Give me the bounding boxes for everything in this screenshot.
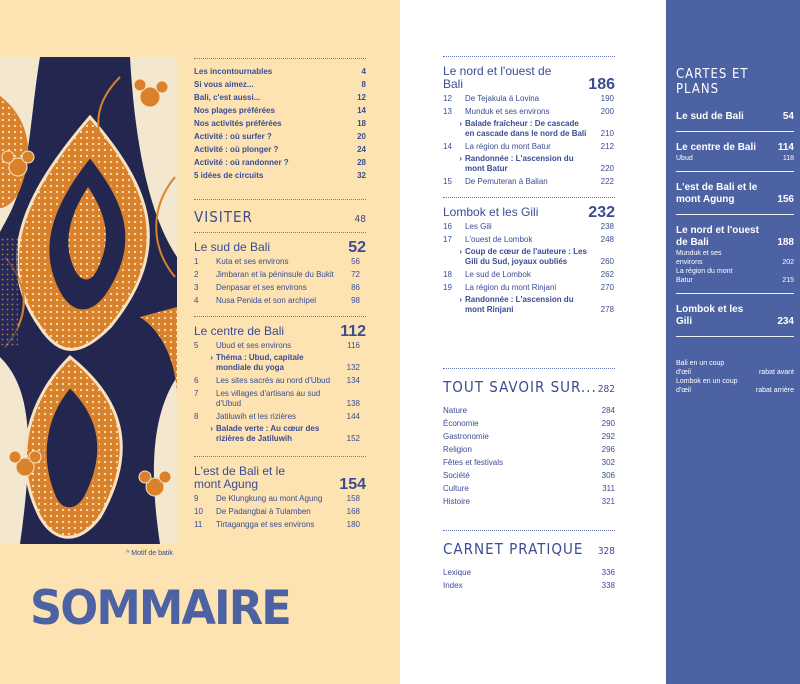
chapter-entry[interactable] xyxy=(194,389,366,409)
entry-text: Coup de cœur de l'auteure : Les Gili du Sud, joyaux oubliés xyxy=(465,247,587,266)
toc-link-item[interactable] xyxy=(194,91,366,104)
sub-entry[interactable] xyxy=(443,119,615,139)
top-links-list xyxy=(194,58,366,182)
chapter-entry[interactable] xyxy=(194,376,366,386)
chapter-number: 4 xyxy=(194,296,199,305)
toc-link-item[interactable] xyxy=(194,130,366,143)
divider xyxy=(676,293,794,294)
toc-link-page: 4 xyxy=(361,67,366,76)
chapter-number: 17 xyxy=(443,235,452,244)
map-block[interactable] xyxy=(676,304,794,337)
toc-link-page: 8 xyxy=(361,80,366,89)
entry-page: 168 xyxy=(346,507,360,516)
chapter-number: 15 xyxy=(443,177,452,186)
entry-text: Munduk et ses environs xyxy=(465,107,550,116)
toc-link-page: 24 xyxy=(357,145,366,154)
entry-page: 222 xyxy=(600,177,614,186)
toc-link-item[interactable] xyxy=(194,104,366,117)
entry-text: Le sud de Lombok xyxy=(465,270,531,279)
chevron-right-icon: › xyxy=(210,424,213,433)
list-item-page: 290 xyxy=(601,419,615,428)
toc-link-page: 20 xyxy=(357,132,366,141)
entry-text: De Pemuteran à Balian xyxy=(465,177,548,186)
chevron-right-icon: › xyxy=(459,247,462,256)
chapter-number: 18 xyxy=(443,270,452,279)
chevron-right-icon: › xyxy=(210,353,213,362)
section-page: 154 xyxy=(339,476,366,493)
divider xyxy=(676,336,794,337)
entry-page: 278 xyxy=(600,305,614,314)
entry-page: 98 xyxy=(351,296,360,305)
toc-link-label: Bali, c'est aussi... xyxy=(194,93,261,102)
tout-savoir-heading: TOUT SAVOIR SUR... xyxy=(443,378,597,396)
entry-page: 134 xyxy=(346,376,360,385)
list-item[interactable] xyxy=(443,404,615,417)
chapter-entry[interactable] xyxy=(443,270,615,280)
section-title: Le sud de Bali xyxy=(194,240,271,254)
toc-link-item[interactable] xyxy=(194,117,366,130)
chapter-entry[interactable] xyxy=(443,142,615,152)
entry-text: Jatiluwih et les rizières xyxy=(216,412,297,421)
sub-entry[interactable] xyxy=(194,424,366,444)
divider xyxy=(194,232,366,233)
chapter-entry[interactable] xyxy=(194,296,366,306)
map-title: L'est de Bali et le mont Agung xyxy=(676,182,758,205)
map-sub-page: 118 xyxy=(782,155,794,162)
chapter-entry[interactable] xyxy=(194,270,366,280)
entry-page: 72 xyxy=(351,270,360,279)
image-caption: ^ Motif de batik xyxy=(126,550,173,557)
entry-page: 56 xyxy=(351,257,360,266)
entry-text: Balade fraîcheur : De cascade en cascade dans le nord de Bali xyxy=(465,119,587,138)
list-item-page: 284 xyxy=(601,406,615,415)
map-page: 234 xyxy=(777,316,794,327)
map-block[interactable] xyxy=(676,111,794,132)
map-title: Le centre de Bali xyxy=(676,142,757,153)
entry-page: 144 xyxy=(346,412,360,421)
list-item-page: 296 xyxy=(601,445,615,454)
chapter-entry[interactable] xyxy=(194,257,366,267)
toc-section xyxy=(194,316,366,444)
map-sub-row xyxy=(676,249,794,267)
chapter-number: 19 xyxy=(443,283,452,292)
map-block[interactable] xyxy=(676,225,794,294)
list-item-label: Société xyxy=(443,471,470,480)
chevron-right-icon: › xyxy=(459,154,462,163)
toc-link-page: 32 xyxy=(357,171,366,180)
section-page: 52 xyxy=(348,239,366,256)
entry-text: Randonnée : L'ascension du mont Rinjani xyxy=(465,295,574,314)
legend-item[interactable] xyxy=(676,359,794,377)
toc-section xyxy=(194,456,366,530)
entry-text: Kuta et ses environs xyxy=(216,257,289,266)
map-title: Lombok et les Gili xyxy=(676,304,744,327)
entry-page: 270 xyxy=(600,283,614,292)
entry-page: 158 xyxy=(346,494,360,503)
entry-page: 200 xyxy=(600,107,614,116)
sub-entry[interactable] xyxy=(443,295,615,315)
entry-text: La région du mont Rinjani xyxy=(465,283,557,292)
chapter-number: 5 xyxy=(194,341,199,350)
toc-link-item[interactable] xyxy=(194,169,366,182)
chapter-entry[interactable] xyxy=(194,412,366,422)
toc-link-label: Activité : où randonner ? xyxy=(194,158,289,167)
toc-section xyxy=(194,232,366,306)
toc-link-item[interactable] xyxy=(194,156,366,169)
chapter-number: 1 xyxy=(194,257,199,266)
toc-link-item[interactable] xyxy=(194,65,366,78)
chapter-number: 16 xyxy=(443,222,452,231)
entry-text: La région du mont Batur xyxy=(465,142,551,151)
visiter-heading: VISITER xyxy=(194,208,253,226)
list-item[interactable] xyxy=(443,566,615,579)
carnet-page: 328 xyxy=(597,546,615,557)
map-page: 188 xyxy=(777,237,794,248)
entry-text: Denpasar et ses environs xyxy=(216,283,307,292)
toc-link-item[interactable] xyxy=(194,143,366,156)
entry-page: 220 xyxy=(600,164,614,173)
map-sub-page: 202 xyxy=(782,259,794,266)
chevron-right-icon: › xyxy=(459,119,462,128)
chapter-entry[interactable] xyxy=(194,507,366,517)
entry-text: De Tejakula à Lovina xyxy=(465,94,540,103)
entry-page: 180 xyxy=(346,520,360,529)
list-item-page: 306 xyxy=(601,471,615,480)
chapter-entry[interactable] xyxy=(443,235,615,245)
divider xyxy=(443,530,615,531)
divider xyxy=(194,316,366,317)
divider xyxy=(194,58,366,59)
section-title: L'est de Bali et le mont Agung xyxy=(194,464,286,491)
list-item[interactable] xyxy=(443,469,615,482)
toc-link-page: 18 xyxy=(357,119,366,128)
map-sub-label: Munduk et ses environs xyxy=(676,250,722,266)
entry-text: Nusa Penida et son archipel xyxy=(216,296,317,305)
divider xyxy=(443,56,615,57)
entry-text: Balade verte : Au cœur des rizières de Jatiluwih xyxy=(216,424,320,443)
legend-label: Lombok en un coup d'œil xyxy=(676,378,738,394)
carnet-heading: CARNET PRATIQUE xyxy=(443,540,584,558)
map-title-row xyxy=(676,182,794,206)
toc-link-label: Activité : où surfer ? xyxy=(194,132,272,141)
cartes-block xyxy=(676,67,794,395)
section-title: Le nord et l'ouest de Bali xyxy=(443,64,552,91)
chapter-number: 2 xyxy=(194,270,199,279)
chapter-entry[interactable] xyxy=(443,107,615,117)
map-page: 114 xyxy=(777,142,794,153)
toc-link-label: Activité : où plonger ? xyxy=(194,145,279,154)
map-title-row xyxy=(676,304,794,328)
list-item-page: 302 xyxy=(601,458,615,467)
section-title-row[interactable] xyxy=(194,325,366,338)
chapter-entry[interactable] xyxy=(194,341,366,351)
list-item-page: 311 xyxy=(602,484,615,493)
list-item-label: Nature xyxy=(443,406,468,415)
visiter-page: 48 xyxy=(354,214,366,225)
toc-link-label: Si vous aimez... xyxy=(194,80,254,89)
list-item[interactable] xyxy=(443,495,615,508)
list-item[interactable] xyxy=(443,579,615,592)
toc-link-page: 28 xyxy=(357,158,366,167)
entry-page: 238 xyxy=(600,222,614,231)
chapter-entry[interactable] xyxy=(443,177,615,187)
divider xyxy=(676,171,794,172)
entry-page: 248 xyxy=(600,235,614,244)
map-title: Le sud de Bali xyxy=(676,111,744,122)
list-item-label: Culture xyxy=(443,484,469,493)
list-item-label: Histoire xyxy=(443,497,471,506)
chapter-number: 14 xyxy=(443,142,452,151)
entry-page: 210 xyxy=(600,129,614,138)
toc-link-page: 12 xyxy=(357,93,366,102)
entry-page: 190 xyxy=(600,94,614,103)
divider xyxy=(443,197,615,198)
section-page: 232 xyxy=(588,204,615,221)
entry-text: L'ouest de Lombok xyxy=(465,235,533,244)
list-item-label: Lexique xyxy=(443,568,472,577)
list-item-page: 338 xyxy=(601,581,615,590)
list-item-page: 292 xyxy=(601,432,615,441)
legend-label: Bali en un coup d'œil xyxy=(676,360,725,376)
chapter-number: 10 xyxy=(194,507,203,516)
chapter-number: 13 xyxy=(443,107,452,116)
map-page: 54 xyxy=(782,111,794,122)
entry-text: Jimbaran et la péninsule du Bukit xyxy=(216,270,334,279)
map-page: 156 xyxy=(777,194,794,205)
section-title: Lombok et les Gili xyxy=(443,205,539,219)
map-block[interactable] xyxy=(676,142,794,172)
toc-link-label: Nos plages préférées xyxy=(194,106,275,115)
toc-section xyxy=(443,197,615,315)
sub-entry[interactable] xyxy=(443,247,615,267)
map-sub-row xyxy=(676,267,794,285)
carnet-block xyxy=(443,530,615,592)
page-title: SOMMAIRE xyxy=(30,581,290,636)
divider xyxy=(194,199,366,200)
visiter-block xyxy=(194,199,366,226)
entry-text: De Padangbai à Tulamben xyxy=(216,507,311,516)
section-page: 186 xyxy=(588,76,615,93)
divider xyxy=(676,131,794,132)
map-title: Le nord et l'ouest de Bali xyxy=(676,225,759,248)
entry-page: 132 xyxy=(346,363,360,372)
chapter-number: 7 xyxy=(194,389,199,398)
toc-link-label: Les incontournables xyxy=(194,67,273,76)
chapter-number: 11 xyxy=(194,520,203,529)
list-item-label: Religion xyxy=(443,445,472,454)
entry-page: 86 xyxy=(351,283,360,292)
entry-page: 262 xyxy=(600,270,614,279)
entry-text: De Klungkung au mont Agung xyxy=(216,494,323,503)
toc-section xyxy=(443,56,615,187)
sub-entry[interactable] xyxy=(194,353,366,373)
entry-text: Tirtagangga et ses environs xyxy=(216,520,315,529)
left-sections xyxy=(194,232,366,530)
chapter-number: 6 xyxy=(194,376,199,385)
caret-up-icon: ^ xyxy=(126,550,130,557)
map-sub-label: Ubud xyxy=(676,155,693,162)
mid-sections xyxy=(443,56,615,315)
entry-text: Les sites sacrés au nord d'Ubud xyxy=(216,376,331,385)
section-title-row[interactable] xyxy=(443,65,615,91)
chapter-entry[interactable] xyxy=(194,494,366,504)
list-item-label: Économie xyxy=(443,419,479,428)
section-title-row[interactable] xyxy=(194,241,366,254)
entry-page: 260 xyxy=(600,257,614,266)
map-title-row xyxy=(676,111,794,123)
toc-link-label: 5 idées de circuits xyxy=(194,171,264,180)
entry-page: 138 xyxy=(346,399,360,408)
tout-savoir-block xyxy=(443,368,615,508)
cartes-heading: CARTES ET PLANS xyxy=(676,67,749,97)
section-page: 112 xyxy=(340,323,366,340)
list-item-page: 321 xyxy=(601,497,615,506)
map-sub-row xyxy=(676,154,794,163)
chapter-entry[interactable] xyxy=(443,222,615,232)
chapter-number: 12 xyxy=(443,94,452,103)
legend-item[interactable] xyxy=(676,377,794,395)
toc-link-page: 14 xyxy=(357,106,366,115)
entry-text: Théma : Ubud, capitale mondiale du yoga xyxy=(216,353,304,372)
list-item-label: Fêtes et festivals xyxy=(443,458,504,467)
entry-text: Randonnée : L'ascension du mont Batur xyxy=(465,154,574,173)
list-item-page: 336 xyxy=(601,568,615,577)
divider xyxy=(443,368,615,369)
chapter-entry[interactable] xyxy=(443,283,615,293)
chapter-number: 8 xyxy=(194,412,199,421)
map-title-row xyxy=(676,225,794,249)
tout-savoir-page: 282 xyxy=(597,384,615,395)
list-item[interactable] xyxy=(443,417,615,430)
entry-page: 212 xyxy=(600,142,614,151)
legend-page: rabat avant xyxy=(758,369,794,376)
list-item[interactable] xyxy=(443,443,615,456)
section-title-row[interactable] xyxy=(443,206,615,219)
list-item[interactable] xyxy=(443,482,615,495)
list-item-label: Gastronomie xyxy=(443,432,489,441)
section-title-row[interactable] xyxy=(194,465,366,491)
entry-page: 152 xyxy=(346,434,360,443)
list-item-label: Index xyxy=(443,581,463,590)
entry-text: Les villages d'artisans au sud d'Ubud xyxy=(216,389,321,408)
chapter-number: 9 xyxy=(194,494,199,503)
chapter-entry[interactable] xyxy=(443,94,615,104)
toc-link-label: Nos activités préférées xyxy=(194,119,282,128)
entry-text: Les Gili xyxy=(465,222,492,231)
section-title: Le centre de Bali xyxy=(194,324,285,338)
list-item[interactable] xyxy=(443,456,615,469)
chevron-right-icon: › xyxy=(459,295,462,304)
list-item[interactable] xyxy=(443,430,615,443)
map-sub-page: 215 xyxy=(782,277,794,284)
map-sub-label: La région du mont Batur xyxy=(676,268,733,284)
map-block[interactable] xyxy=(676,182,794,215)
toc-link-item[interactable] xyxy=(194,78,366,91)
map-title-row xyxy=(676,142,794,154)
chapter-entry[interactable] xyxy=(194,283,366,293)
chapter-number: 3 xyxy=(194,283,199,292)
divider xyxy=(676,214,794,215)
divider xyxy=(194,456,366,457)
batik-motif-image xyxy=(0,57,177,544)
entry-text: Ubud et ses environs xyxy=(216,341,292,350)
legend-page: rabat arrière xyxy=(755,387,794,394)
entry-page: 116 xyxy=(347,341,360,350)
sub-entry[interactable] xyxy=(443,154,615,174)
chapter-entry[interactable] xyxy=(194,520,366,530)
